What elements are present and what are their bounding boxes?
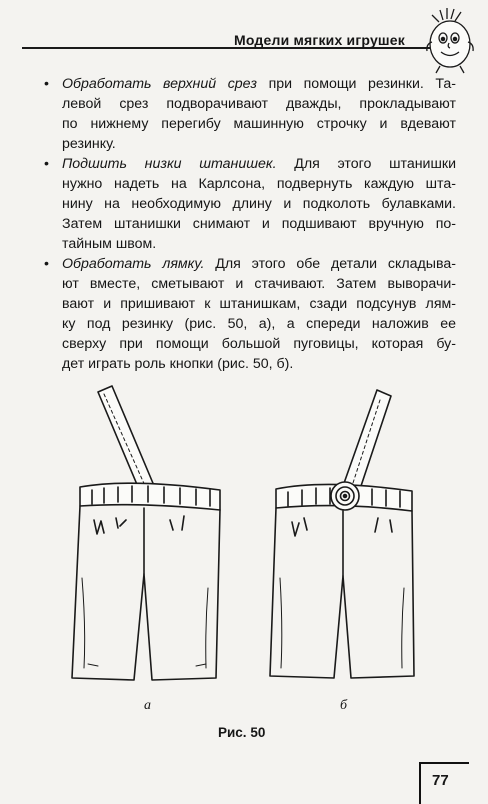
text-line: нужно надеть на Карлсона, подвернуть каждую шта-: [62, 176, 456, 192]
paragraph-lead: Обработать лямку.: [62, 256, 205, 272]
paragraph-strap: [42, 254, 456, 374]
text-line: Затем штанишки снимают и подшивают вручную по-: [62, 216, 456, 232]
text-line: тайным швом.: [62, 236, 157, 252]
text-line: дет играть роль кнопки (рис. 50, б).: [62, 356, 294, 372]
body-text: [42, 74, 456, 374]
running-head: Модели мягких игрушек: [234, 32, 405, 48]
figure-caption: Рис. 50: [218, 725, 266, 740]
text-line: ку под резинку (рис. 50, а), а спереди наложив ее: [62, 316, 456, 332]
text-line: Для этого обе детали складыва-: [204, 256, 456, 272]
page-number: 77: [432, 772, 449, 789]
toy-mascot-icon: [418, 6, 484, 76]
paragraph-waist: [42, 74, 456, 154]
figure-50: [60, 378, 432, 698]
text-line: левой срез подворачивают дважды, прокладывают: [62, 96, 456, 112]
shorts-back-drawing: [72, 386, 220, 680]
text-line: нину на необходимую длину и подколоть булавками.: [62, 196, 456, 212]
paragraph-lead: Подшить низки штанишек.: [62, 156, 277, 172]
shorts-front-drawing: [270, 390, 414, 678]
text-line: ют вместе, сметывают и стачивают. Затем выворачи-: [62, 276, 456, 292]
figure-label-b: б: [340, 698, 348, 713]
paragraph-hem: [42, 154, 456, 254]
bullet: •: [44, 256, 49, 272]
paragraph-lead: Обработать верхний срез: [62, 76, 258, 92]
bullet: •: [44, 156, 49, 172]
text-line: Для этого штанишки: [276, 156, 456, 172]
text-line: сверху при помощи большой пуговицы, которая бу-: [62, 336, 456, 352]
text-line: резинку.: [62, 136, 116, 152]
bullet: •: [44, 76, 49, 92]
figure-label-a: а: [144, 698, 151, 713]
text-line: по нижнему перегибу машинную строчку и вдевают: [62, 116, 456, 132]
text-line: при помощи резинки. Та-: [257, 76, 457, 92]
text-line: вают и пришивают к штанишкам, сзади подсунув лям-: [62, 296, 456, 312]
